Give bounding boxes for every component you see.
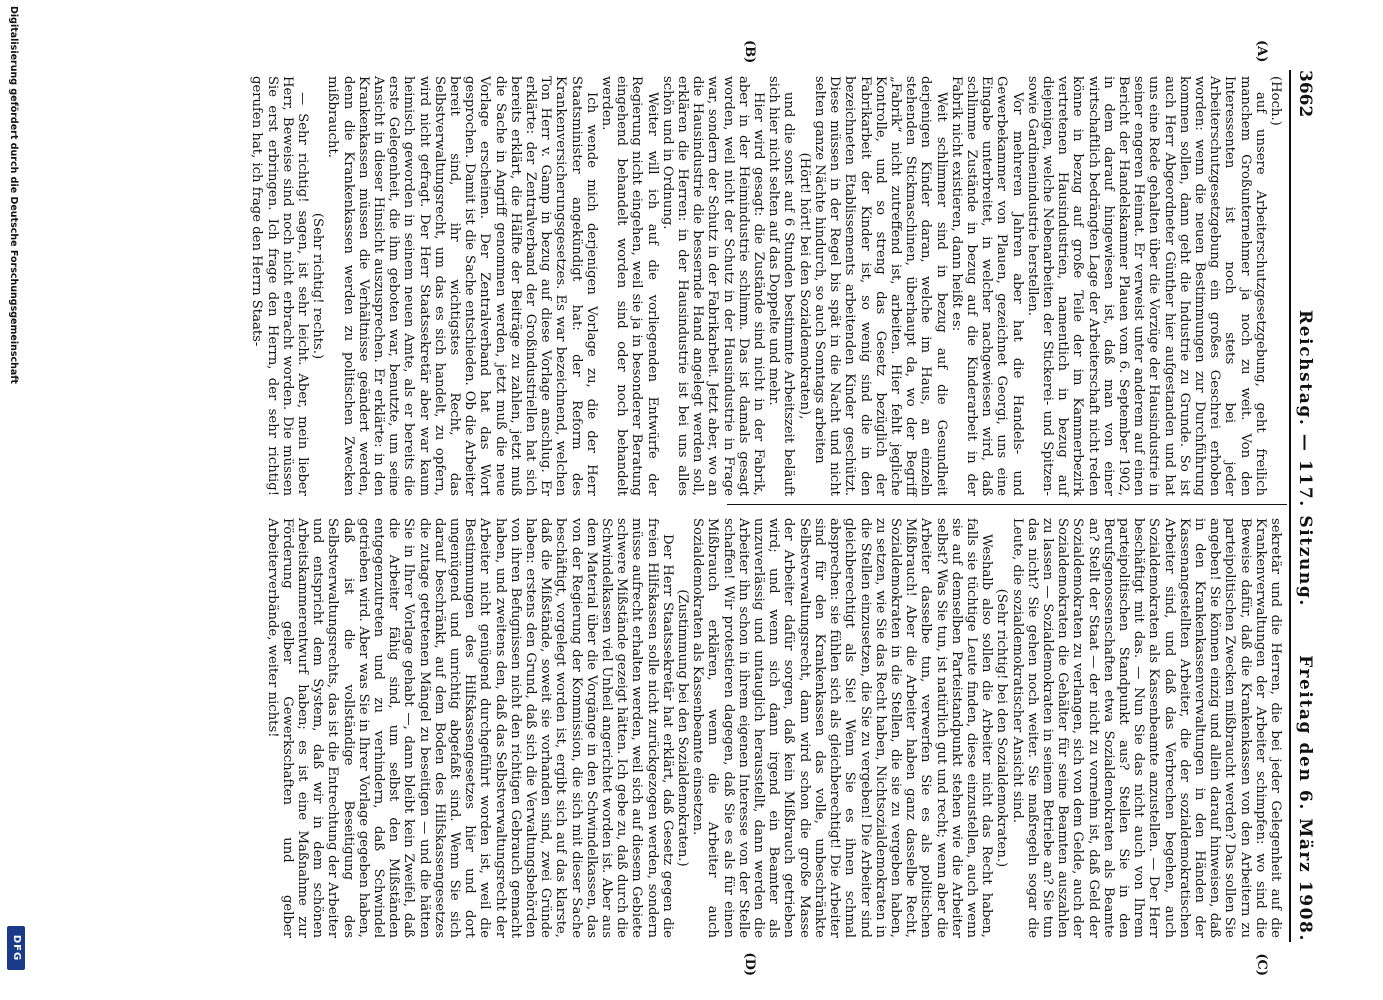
margin-marker-d: (D)	[742, 952, 757, 976]
page-content	[67, 40, 1317, 976]
page-header	[1293, 70, 1317, 942]
margin-marker-b: (B)	[742, 40, 757, 64]
paragraph: Der Herr Staatssekretär hat erklärt, daß Gesetz gegen die freien Hilfskassen solle nicht zurückgezogen werden, sondern müsse aufrecht erhalten werden, weil sich auf diesem Gebiete schwere Mißstände gezeigt hätten. Ich gebe zu, daß durch die Schwindelkassen viel Unheil angerichtet worden ist. Aber aus dem Material über die Vorgänge in den Schwindelkassen, das von der Regierung der Kommission, die sich mit dieser Sache beschäftigt, vorgelegt worden ist, ergibt sich auf das klarste, daß die Mißstände, soweit sie vorhanden sind, zwei Gründe haben: erstens den Grund, daß sich die Verwaltungsbehörden von ihren Befugnissen nicht den richtigen Gebrauch gemacht haben, und zweitens den, daß das Selbstverwaltungsrecht der Arbeiter nicht genügend durchgeführt worden ist, weil die Bestimmungen des Hilfskassengesetzes hier und dort ungenügend und unrichtig abgefaßt sind. Wenn Sie sich darauf beschränkt, auf dem Boden des Hilfskassengesetzes die zutage getretenen Mängel zu beseitigen — und die hätten Sie in Ihrer Vorlage gehabt —, dann bleibt kein Zweifel, daß die Arbeiter fähig sind, um selbst den Mißständen entgegenzutreten und zu verhindern, daß Schwindel getrieben wird. Aber was Sie in Ihrer Vorlage gegeben haben, daß ist die vollständige Beseitigung des Selbstverwaltungsrechts, das ist die Entrechtung der Arbeiter und entspricht dem System, daß wir in dem schönen Arbeitskammerentwurf haben; es ist eine Maßnahme zur Förderung gelber Gewerkschaften und gelber Arbeiterverbände, weiter nichts!	[264, 518, 675, 938]
paragraph: auf unsere Arbeiterschutzgesetzgebung, geht freilich manchem Großunternehmer ja noch zu weit. Von den Interessenten ist noch stets bei jeder Arbeiterschutzgesetzgebung ein großes Geschrei erhoben worden: wenn die neuen Bestimmungen zur Durchführung kommen sollen, dann geht die Industrie zu Grunde. So ist auch Herr Abgeordneter Günther hier aufgestanden und hat uns eine Rede gehalten über die Vorzüge der Hausindustrie in seiner engeren Heimat. Er verweist unter anderem auf einen Bericht der Handelskammer Plauen vom 6. September 1902, in dem darauf hingewiesen ist, daß man von einer wirtschaftlich bedrängten Lage der Arbeiterschaft nicht reden könne in bezug auf große Teile der im Kammerbezirk vertretenen Hausindustrien, namentlich in bezug auf diejenigen, welche Nebenarbeiten der Stickerei- und Spitzen- sowie Gardinenindustrie herstellen.	[1024, 76, 1268, 496]
paragraph: Vor mehreren Jahren aber hat die Handels- und Gewerbekammer von Plauen, gezeichnet Georgi, uns eine Eingabe unterbreitet, in welcher nachgewiesen wird, daß schlimme Zustände in bezug auf die Kinderarbeit in der Fabrik nicht existieren, dann heißt es:	[948, 76, 1025, 496]
paragraph: und die sonst auf 6 Stunden bestimmte Arbeitszeit beläuft sich hier nicht selten auf das Doppelte und mehr.	[766, 76, 797, 496]
paragraph: Ich wende mich derjenigen Vorlage zu, die der Herr Staatsminister angekündigt hat: der Reform des Krankenversicherungsgesetzes. Es war bezeichnend, welchen Ton Herr v. Gamp in bezug auf diese Vorlage anschlug. Er erklärte: der Zentralverband der Großindustriellen hat sich bereits erklärt, die Hälfte der Beiträge zu zahlen, jetzt muß die Sache in Angriff genommen werden, jetzt muß die neue Vorlage erscheinen. Der Zentralverband hat das Wort gesprochen. Damit ist die Sache entschieden. Ob die Arbeiter bereit sind, ihr wichtigstes Recht, das Selbstverwaltungsrecht, um das es sich handelt, zu opfern, wird nicht gefragt. Der Herr Staatssekretär aber war kaum heimisch geworden in seinem neuen Amte, als er bereits die erste Gelegenheit, die ihm geboten war, benutzte, um seine Ansicht in dieser Hinsicht auszusprechen. Er erklärte: in den Krankenkassen müssen die Verhältnisse geändert werden, denn die Krankenkassen werden zu politischen Zwecken mißbraucht.	[325, 76, 599, 496]
interjection: (Sehr richtig! bei den Sozialdemokraten.)	[994, 588, 1010, 868]
column-divider	[727, 504, 1287, 505]
interjection: (Hört! hört! bei den Sozialdemokraten),	[796, 152, 812, 420]
paragraph: Weit schlimmer sind in bezug auf die Gesundheit derjenigen Kinder daran, welche im Haus, an einzeln stehenden Stickmaschinen, überhaupt da, wo der Begriff „Fabrik“ nicht zutreffend ist, arbeiten. Hier fehlt jegliche Kontrolle, und so streng das Gesetz bezüglich der Fabrikarbeit der Kinder ist, so wenig sind die in den bezeichneten Etablissements arbeitenden Kinder geschützt. Diese müssen in der Regel bis spät in die Nacht und nicht selten ganze Nächte hindurch, so auch Sonntags arbeiten	[811, 76, 949, 496]
paragraph: Hier wird gesagt: die Zustände sind nicht in der Fabrik, aber in der Heimindustrie schlimm. Das ist damals gesagt worden, weil nicht der Schutz in der Hausindustrie in Frage war, sondern der Schutz in der Fabrikarbeit. Jetzt aber, wo an die Hausindustrie die bessernde Hand angelegt werden soll, erklären die Herren: in der Hausindustrie ist bei uns alles schön und in Ordnung.	[659, 76, 767, 496]
interjection: (Sehr richtig! rechts.)	[310, 212, 326, 360]
paragraph: sekretär und die Herren, die bei jeder Gelegenheit auf die Krankenverwaltungen der Arbeiter schimpfen: wo sind die Beweise dafür, daß die Krankenkassen von den Arbeitern zu parteipolitischen Zwecken mißbraucht werden? Das sollen Sie angeben! Sie können einzig und allein darauf hinweisen, daß in den Krankenkassenverwaltungen in den Händen der Kassenangestellten Arbeiter, die der sozialdemokratischen Arbeiter sind, und daß das Verbrechen begehen, auch Sozialdemokraten als Kassenbeamte anzustellen. — Der Herr beschäftigt mit das. — Nun Sie das nicht auch von Ihrem parteipolitischen Standpunkt aus? Stellen Sie in den Berufsgenossenschaften etwa Sozialdemokraten als Beamte an? Stellt der Staat — der nicht zu vornehm ist, daß Geld der Sozialdemokraten zu verlangen, sich von dem Gelde, auch der Sozialdemokraten die Gehälter für seine Beamten auszahlen zu lassen — Sozialdemokraten in seinem Betriebe an? Sie tun das nicht? Sie gehen noch weiter. Sie maßregeln sogar die Leute, die sozialdemokratischer Ansicht sind.	[1009, 518, 1283, 938]
paragraph: (Hoch.)	[1268, 76, 1283, 126]
dfg-logo: DFG	[7, 926, 25, 970]
page-number: 3662	[1295, 70, 1315, 118]
session-date: Freitag den 6. März 1908.	[1295, 655, 1315, 942]
funding-credit: Digitalisierung gefördert durch die Deutsche Forschungsgemeinschaft	[8, 6, 19, 384]
page-title: Reichstag. — 117. Sitzung.	[1295, 310, 1315, 607]
paragraph: Weshalb also sollen die Arbeiter nicht das Recht haben, falls sie tüchtige Leute finden, diese einzustellen, auch wenn sie auf demselben Parteistandpunkt stehen wie die Arbeiter selbst? Was Sie tun, ist natürlich gut und recht; wenn aber die Arbeiter dasselbe tun, verwerfen Sie es als politischen Mißbrauch! Aber die Arbeiter haben ganz dasselbe Recht, Sozialdemokraten in die Stellen, die sie zu vergeben haben, zu setzen, wie Sie das Recht haben, Nichtsozialdemokraten in die Stellen einzusetzen, die Sie zu vergeben! Die Arbeiter sind gleichberechtigt als Sie! Wenn Sie es ihnen schmal absprechen: sie fühlen sich als gleichberechtigt! Die Arbeiter sind für den Krankenkassen das volle, unbeschränkte Selbstverwaltungsrecht, dann wird schon die große Masse der Arbeiter dafür sorgen, daß kein Mißbrauch getrieben wird; und wenn sich dann irgend ein Beamter als unzuverlässig und untauglich herausstellt, dann werden die Arbeiter ihn schon in ihrem eigenen Interesse von der Stelle schaffen! Wir protestieren dagegen, daß Sie es als für einen Mißbrauch erklären, wenn die Arbeiter auch Sozialdemokraten als Kassenbeamte einsetzen.	[690, 518, 995, 938]
right-column	[264, 518, 1283, 938]
left-column	[249, 76, 1283, 496]
margin-marker-a: (A)	[1254, 40, 1269, 63]
interjection: (Zustimmung bei den Sozialdemokraten.)	[675, 589, 691, 867]
paragraph: Weiter will ich auf die vorliegenden Entwürfe der Regierung nicht eingehen, weil sie ja in besonderer Beratung eingehend behandelt worden sind oder noch behandelt werden.	[599, 76, 660, 496]
header-rule	[1289, 70, 1291, 942]
paragraph: — Sehr richtig! sagen, ist sehr leicht. Aber, mein lieber Herr, Beweise sind noch nicht erbracht worden. Die müssen Sie erst erbringen. Ich frage den Herrn, der sehr richtig! gerufen hat, ich frage den Herrn Staats-	[249, 76, 310, 496]
margin-marker-c: (C)	[1254, 953, 1269, 976]
page-footer	[0, 0, 33, 1000]
